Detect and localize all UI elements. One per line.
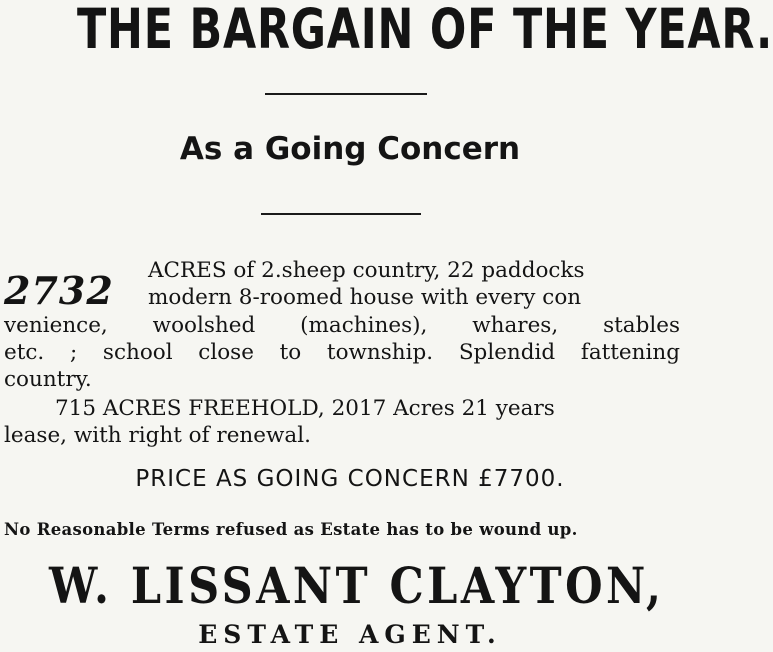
acreage-number: 2732	[4, 268, 114, 313]
body-line: ACRES of 2.sheep country, 22 paddocks	[148, 258, 585, 283]
body-line: etc. ; school close to township. Splendid fattening	[4, 340, 680, 365]
terms-line: No Reasonable Terms refused as Estate has to be wound up.	[4, 520, 578, 539]
subheadline: As a Going Concern	[179, 131, 521, 167]
agent-title: ESTATE AGENT.	[198, 620, 502, 649]
body-line: 715 ACRES FREEHOLD, 2017 Acres 21 years	[55, 396, 555, 421]
body-line: modern 8-roomed house with every con	[148, 285, 582, 310]
body-line: lease, with right of renewal.	[4, 423, 311, 448]
price-line: PRICE AS GOING CONCERN £7700.	[135, 466, 565, 492]
divider-rule	[261, 213, 421, 215]
headline: THE BARGAIN OF THE YEAR.	[77, 0, 773, 61]
agent-name: W. LISSANT CLAYTON,	[49, 556, 665, 615]
divider-rule	[265, 93, 427, 95]
body-line: country.	[4, 367, 92, 392]
body-line: venience, woolshed (machines), whares, stables	[4, 313, 680, 338]
